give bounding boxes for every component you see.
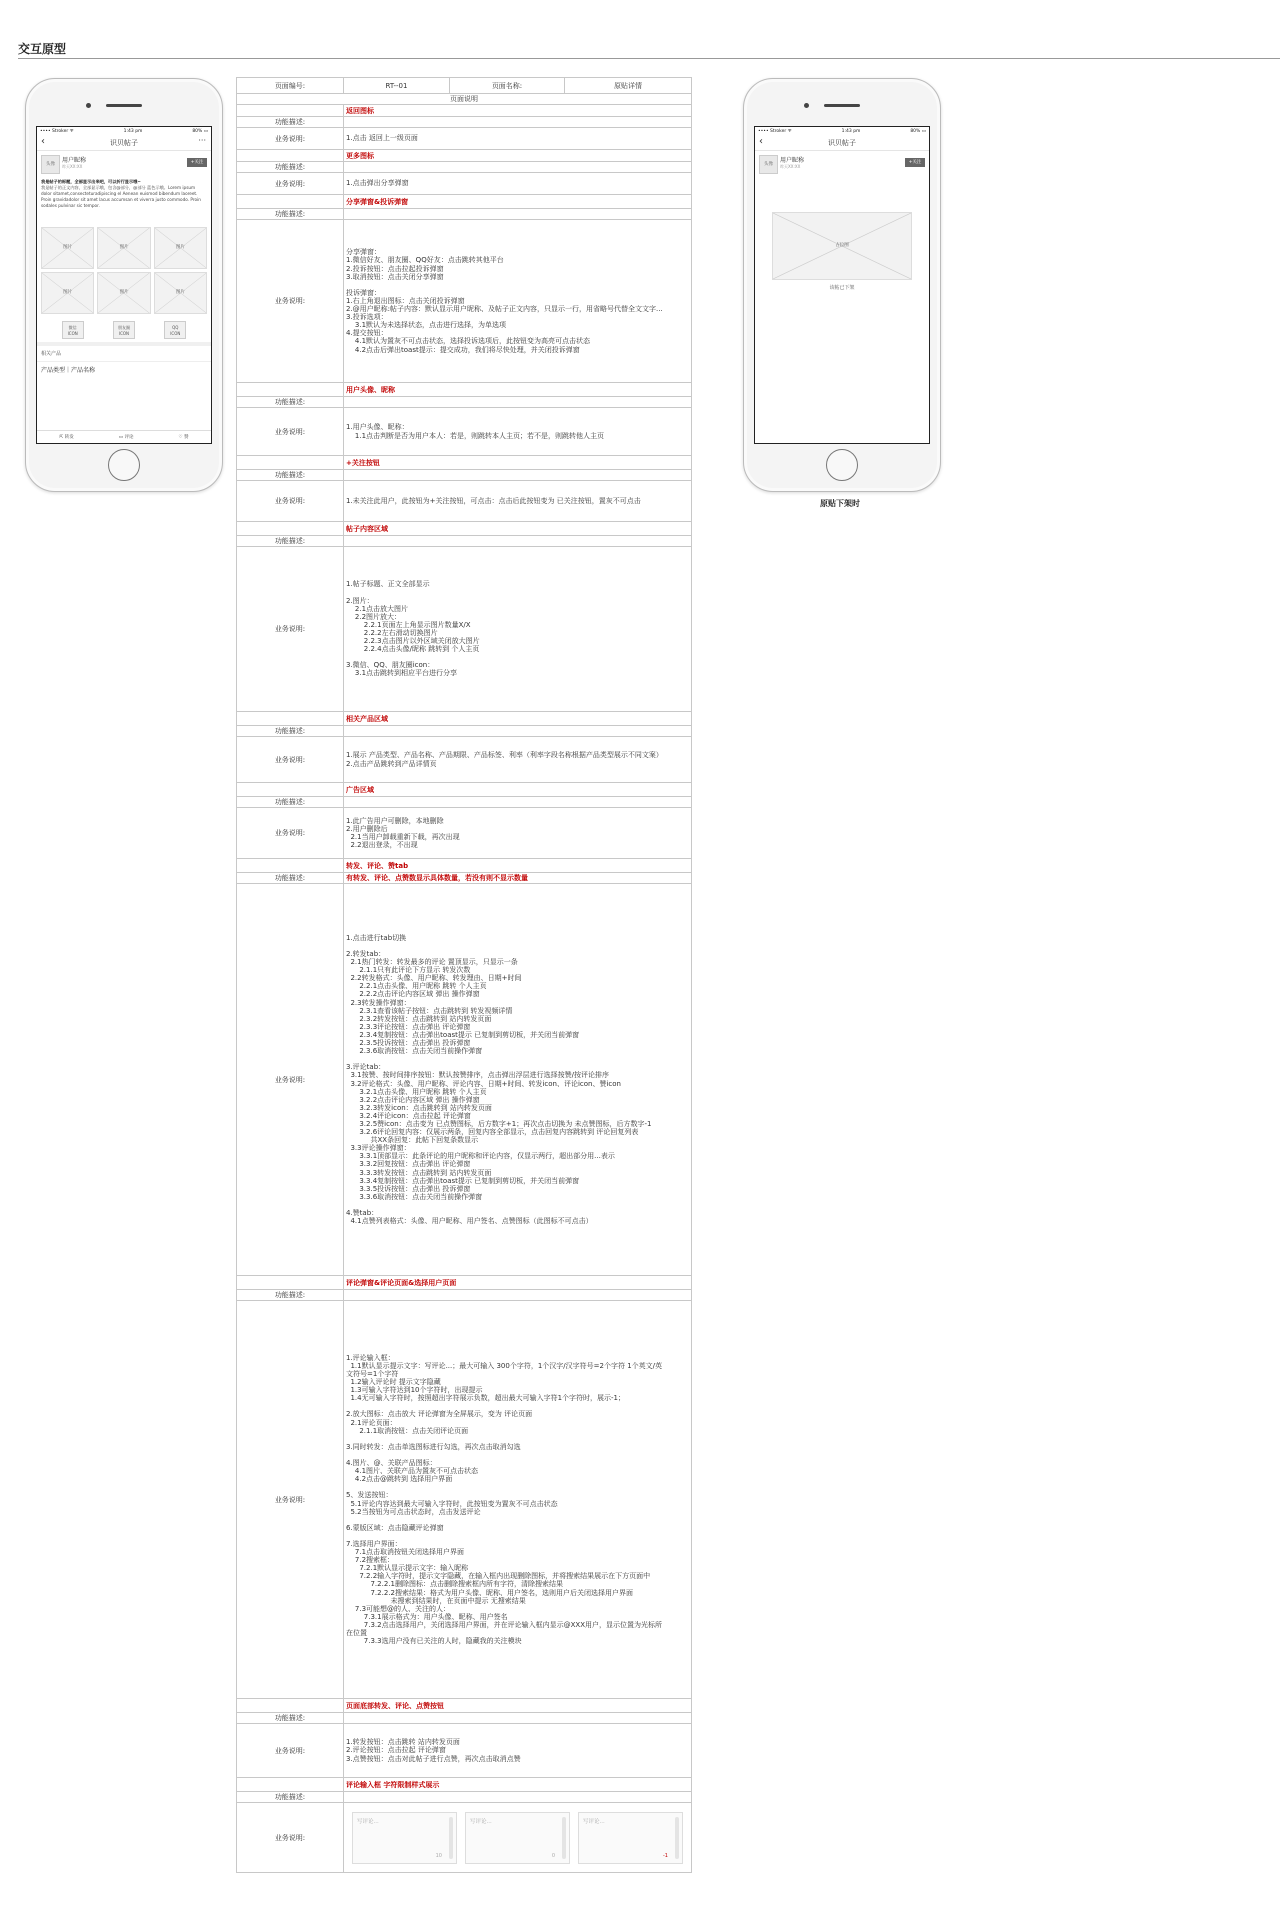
post-body: 我是帖子的正文内容，全部显示哦，包含@部分，@部分 蓝色示哦。Lorem ipsum dolor sitamet,consecteturadipiscing el Aenean euismod bibendum laoreet. Proin gravidadolor sit amet lacus accumsan et viverra justo commodo. Proin sodales pulvinar sic tempor. — [41, 185, 201, 208]
function-label: 功能描述: — [237, 1290, 344, 1301]
business-label: 业务说明: — [237, 737, 344, 783]
section-title-row — [237, 1276, 692, 1290]
forward-button[interactable]: ⇱ 转发 — [59, 435, 74, 440]
function-row — [237, 1792, 692, 1803]
section-title-row — [237, 1699, 692, 1713]
like-button[interactable]: ♡ 赞 — [178, 435, 189, 440]
function-row — [237, 117, 692, 128]
section-title: 广告区域 — [344, 783, 692, 797]
function-row — [237, 1290, 692, 1301]
function-label: 功能描述: — [237, 536, 344, 547]
section-title-row — [237, 105, 692, 117]
title-divider — [18, 58, 1280, 59]
function-desc — [344, 1792, 692, 1803]
business-label: 业务说明: — [237, 884, 344, 1276]
empty-cell — [237, 783, 344, 797]
share-icon-label: ICON — [67, 331, 78, 336]
business-label: 业务说明: — [237, 1803, 344, 1873]
business-row — [237, 1724, 692, 1778]
spec-table — [236, 77, 692, 1873]
comment-input-sample[interactable] — [465, 1812, 570, 1864]
status-battery: 80% ▭ — [910, 128, 926, 134]
bottom-action-bar — [37, 430, 211, 443]
section-title-row — [237, 456, 692, 470]
business-label: 业务说明: — [237, 481, 344, 522]
follow-button[interactable]: +关注 — [187, 158, 207, 167]
image-label: 图片 — [119, 290, 129, 295]
home-button — [826, 449, 858, 481]
business-desc: 1.此广告用户可删除，本地删除 2.用户删除后 2.1当用户卸载重新下载，再次出现 2.2退出登录，不出现 — [344, 808, 692, 859]
share-label: QQ — [172, 325, 179, 330]
business-row — [237, 808, 692, 859]
business-desc: 1.用户头像、昵称： 1.1点击判断是否为用户本人：若是，则跳转本人主页；若不是，则跳转他人主页 — [344, 408, 692, 456]
function-label: 功能描述: — [237, 726, 344, 737]
section-title: 转发、评论、赞tab — [344, 859, 692, 873]
section-title: 分享弹窗&投诉弹窗 — [344, 195, 692, 209]
post-title: 我是帖子的标题，全部显示出来吧，可以折行显示哦~ — [41, 179, 141, 184]
section-title-row — [237, 522, 692, 536]
function-label: 功能描述: — [237, 117, 344, 128]
business-desc: 1.点击 返回上一级页面 — [344, 128, 692, 150]
function-row — [237, 470, 692, 481]
function-label: 功能描述: — [237, 797, 344, 808]
business-desc: 1.评论输入框： 1.1默认显示提示文字：写评论...；最大可输入 300个字符，1个汉字/汉字符号=2个字符 1个英文/英 文符号=1个字符 1.2输入评论时 提示文字隐藏 1.3可输入字符达到10个字符时，出现提示 1.4无可输入字符时，按照超出字符展示负数，超出最大可输入字符1个字符时，展示-1； 2.放大图标：点击放大 评论弹窗为全屏展示，变为 评论页面 2.1评论页面： 2.1.1取消按钮：点击关闭评论页面 3.同时转发：点击单选图标进行勾选，再次点击取消勾选 4.图片、@、关联产品图标： 4.1图片、关联产品为置灰不可点击状态 4.2点击@跳转到 选择用户界面 5、发送按钮： 5.1评论内容达到最大可输入字符时，此按钮变为置灰不可点击状态 5.2当按钮为可点击状态时，点击发送评论 6.蒙版区域：点击隐藏评论弹窗 7.选择用户界面： 7.1点击取消按钮关闭选择用户界面 7.2搜索框： 7.2.1默认显示提示文字：输入昵称 7.2.2输入字符时，提示文字隐藏，在输入框内出现删除图标，并将搜索结果展示在下方页面中 7.2.2.1删除图标：点击删除搜索框内所有字符，清除搜索结果 7.2.2.2搜索结果：格式为用户头像、昵称、用户签名，选则用户后关闭选择用户界面 未搜索到结果时，在页面中提示 无搜索结果 7.3可能想@的人、关注的人： 7.3.1展示格式为：用户头像、昵称、用户签名 7.3.2点击选择用户，关闭选择用户界面，并在评论输入框内显示@XXX用户，显示位置为光标所 在位置 7.3.3选用户没有已关注的人时，隐藏我的关注模块 — [344, 1301, 692, 1699]
business-row — [237, 481, 692, 522]
char-count: 10 — [435, 1852, 442, 1859]
function-desc — [344, 726, 692, 737]
function-row — [237, 873, 692, 884]
function-desc — [344, 117, 692, 128]
business-row — [237, 128, 692, 150]
post-image[interactable] — [97, 227, 150, 269]
share-row — [37, 318, 211, 342]
comment-input-sample[interactable] — [352, 1812, 457, 1864]
empty-cell — [237, 1276, 344, 1290]
image-label: 图片 — [119, 245, 129, 250]
status-carrier: •••• Stroker ᯤ — [758, 129, 792, 134]
header-row — [237, 78, 692, 94]
comment-input-sample[interactable] — [578, 1812, 683, 1864]
function-label: 功能描述: — [237, 470, 344, 481]
back-icon[interactable]: ‹ — [41, 136, 45, 147]
business-row — [237, 220, 692, 383]
business-desc: 1.转发按钮：点击跳转 站内转发页面 2.评论按钮：点击拉起 评论弹窗 3.点赞按钮：点击对此帖子进行点赞，再次点击取消点赞 — [344, 1724, 692, 1778]
status-bar — [755, 127, 929, 135]
business-label: 业务说明: — [237, 1724, 344, 1778]
phone-mockup-post-detail — [25, 78, 223, 492]
phone-screen — [36, 126, 212, 444]
status-battery: 80% ▭ — [192, 128, 208, 134]
section-title-row — [237, 195, 692, 209]
business-desc: 1.未关注此用户，此按钮为+关注按钮，可点击：点击后此按钮变为 已关注按钮，置灰不可点击 — [344, 481, 692, 522]
post-image[interactable] — [41, 227, 94, 269]
desc-title-row — [237, 94, 692, 105]
section-title-row — [237, 383, 692, 397]
section-title: 更多图标 — [344, 150, 692, 162]
section-title: 返回图标 — [344, 105, 692, 117]
back-icon[interactable]: ‹ — [759, 136, 763, 147]
page-no-label: 页面编号: — [237, 78, 344, 94]
stepper-row — [346, 1808, 689, 1868]
nav-title: 识贝帖子 — [828, 139, 856, 147]
section-title-row — [237, 859, 692, 873]
scrollbar[interactable] — [449, 1817, 453, 1859]
function-label: 功能描述: — [237, 209, 344, 220]
business-label: 业务说明: — [237, 547, 344, 712]
business-label: 业务说明: — [237, 128, 344, 150]
comment-placeholder: 写评论... — [470, 1818, 492, 1825]
share-button[interactable] — [164, 321, 186, 339]
empty-cell — [237, 150, 344, 162]
post-content — [37, 179, 211, 223]
nav-bar — [37, 135, 211, 151]
section-title: 用户头像、昵称 — [344, 383, 692, 397]
empty-cell — [237, 1699, 344, 1713]
avatar[interactable]: 头像 — [759, 155, 778, 174]
section-title: 帖子内容区域 — [344, 522, 692, 536]
business-desc: 分享弹窗： 1.微信好友、朋友圈、QQ好友：点击跳转其他平台 2.投诉按钮：点击拉起投诉弹窗 3.取消按钮：点击关闭分享弹窗 投诉弹窗： 1.右上角退出图标：点击关闭投诉弹窗 2.@用户昵称:帖子内容：默认显示用户昵称、及帖子正文内容，只显示一行，用省略号代替全文文字... 3.投诉选项： 3.1默认为未选择状态，点击进行选择，为单选项 4.提交按钮： 4.1默认为置灰不可点击状态，选择投诉选项后，此按钮变为高亮可点击状态 4.2点击后弹出toast提示：提交成功，我们将尽快处理，并关闭投诉弹窗 — [344, 220, 692, 383]
char-count: 0 — [551, 1852, 555, 1859]
section-title: 评论弹窗&评论页面&选择用户页面 — [344, 1276, 692, 1290]
image-grid — [37, 223, 211, 318]
share-button[interactable] — [113, 321, 135, 339]
function-desc — [344, 470, 692, 481]
page-name-label: 页面名称: — [450, 78, 565, 94]
image-label: 图片 — [175, 245, 185, 250]
business-row — [237, 408, 692, 456]
function-row — [237, 162, 692, 173]
empty-cell — [237, 712, 344, 726]
scrollbar[interactable] — [675, 1817, 679, 1859]
function-desc — [344, 536, 692, 547]
status-time: 1:43 pm — [841, 128, 861, 134]
function-row — [237, 797, 692, 808]
business-desc: 1.点击弹出分享弹窗 — [344, 173, 692, 195]
business-desc: 1.帖子标题、正文全部显示 2.图片： 2.1点击放大图片 2.2图片放大： 2.2.1页面左上角显示图片数量X/X 2.2.2左右滑动切换图片 2.2.3点击图片以外区域关闭放大图片 2.2.4点击头像/昵称 跳转到 个人主页 3.微信、QQ、朋友圈icon： 3.1点击跳转到相应平台进行分享 — [344, 547, 692, 712]
function-row — [237, 209, 692, 220]
function-label: 功能描述: — [237, 873, 344, 884]
speaker-icon — [824, 104, 860, 107]
business-label: 业务说明: — [237, 1301, 344, 1699]
image-label: 图片 — [63, 290, 73, 295]
share-label: 朋友圈 — [117, 325, 130, 330]
function-label: 功能描述: — [237, 162, 344, 173]
business-row — [237, 547, 692, 712]
camera-icon — [804, 103, 809, 108]
user-row — [755, 151, 929, 179]
related-products-label: 相关产品 — [37, 342, 211, 361]
post-image[interactable] — [154, 227, 207, 269]
share-button[interactable] — [62, 321, 84, 339]
empty-cell — [237, 105, 344, 117]
share-label: 微信 — [68, 325, 77, 330]
nav-bar — [755, 135, 929, 151]
placeholder-label: 占位图 — [835, 243, 849, 248]
post-image[interactable] — [41, 272, 94, 314]
business-desc — [344, 1803, 692, 1873]
post-image[interactable] — [154, 272, 207, 314]
page-no: RT--01 — [344, 78, 450, 94]
phone-caption: 原贴下架时 — [820, 499, 860, 508]
business-row — [237, 173, 692, 195]
status-carrier: •••• Stroker ᯤ — [40, 129, 74, 134]
section-title: +关注按钮 — [344, 456, 692, 470]
function-label: 功能描述: — [237, 1713, 344, 1724]
function-desc — [344, 397, 692, 408]
section-title-row — [237, 150, 692, 162]
follow-button[interactable]: +关注 — [905, 158, 925, 167]
business-row — [237, 737, 692, 783]
section-title: 页面底部转发、评论、点赞按钮 — [344, 1699, 692, 1713]
status-bar — [37, 127, 211, 135]
username[interactable]: 用户昵称 — [62, 157, 87, 164]
business-label: 业务说明: — [237, 408, 344, 456]
speaker-icon — [106, 104, 142, 107]
function-label: 功能描述: — [237, 1792, 344, 1803]
user-row — [37, 151, 211, 179]
avatar[interactable]: 头像 — [41, 155, 60, 174]
function-desc — [344, 1290, 692, 1301]
username[interactable]: 用户昵称 — [780, 157, 805, 164]
business-label: 业务说明: — [237, 173, 344, 195]
comment-button[interactable]: ▭ 评论 — [118, 435, 134, 440]
nav-title: 识贝帖子 — [110, 139, 138, 147]
function-row — [237, 1713, 692, 1724]
section-title-row — [237, 783, 692, 797]
business-desc: 1.点击进行tab切换 2.转发tab： 2.1热门转发：转发最多的评论 置顶显示，只显示一条 2.1.1只有此评论下方显示 转发次数 2.2转发格式：头像、用户昵称、转发理由、日期+时间 2.2.1点击头像、用户昵称 跳转 个人主页 2.2.2点击评论内容区域 弹出 操作弹窗 2.3转发操作弹窗： 2.3.1查看该帖子按钮：点击跳转到 转发视频详情 2.3.2转发按钮：点击跳转到 站内转发页面 2.3.3评论按钮：点击弹出 评论弹窗 2.3.4复制按钮：点击弹出toast提示 已复制到剪切板，并关闭当前弹窗 2.3.5投诉按钮：点击弹出 投诉弹窗 2.3.6取消按钮：点击关闭当前操作弹窗 3.评论tab： 3.1按赞、按时间排序按钮：默认按赞排序，点击弹出浮层进行选择按赞/按评论排序 3.2评论格式：头像、用户昵称、评论内容、日期+时间、转发icon、评论icon、赞icon 3.2.1点击头像、用户昵称 跳转 个人主页 3.2.2点击评论内容区域 弹出 操作弹窗 3.2.3转发icon：点击跳转到 站内转发页面 3.2.4评论icon：点击拉起 评论弹窗 3.2.5赞icon：点击变为 已点赞图标，后方数字+1；再次点击切换为 未点赞图标，后方数字-1 3.2.6评论回复内容：仅展示两条，回复内容全部显示，点击回复内容跳转到 评论回复列表 共XX条回复：此帖下回复条数显示 3.3评论操作弹窗： 3.3.1顶部显示：此条评论的用户昵称和评论内容，仅显示两行，超出部分用...表示 3.3.2回复按钮：点击弹出 评论弹窗 3.3.3转发按钮：点击跳转到 站内转发页面 3.3.4复制按钮：点击弹出toast提示 已复制到剪切板，并关闭当前弹窗 3.3.5投诉按钮：点击弹出 投诉弹窗 3.3.6取消按钮：点击关闭当前操作弹窗 4.赞tab： 4.1点赞列表格式：头像、用户昵称、用户签名、点赞图标（此图标不可点击） — [344, 884, 692, 1276]
image-label: 图片 — [63, 245, 73, 250]
empty-cell — [237, 859, 344, 873]
section-title: 评论输入框 字符限制样式展示 — [344, 1778, 692, 1792]
share-icon-label: ICON — [170, 331, 181, 336]
section-title: 相关产品区域 — [344, 712, 692, 726]
function-desc — [344, 1713, 692, 1724]
page-name: 原贴详情 — [565, 78, 692, 94]
function-desc — [344, 162, 692, 173]
empty-cell — [237, 195, 344, 209]
empty-cell — [237, 456, 344, 470]
function-desc — [344, 209, 692, 220]
post-date: 昨天XX:XX — [780, 164, 801, 169]
comment-placeholder: 写评论... — [583, 1818, 605, 1825]
business-label: 业务说明: — [237, 808, 344, 859]
removed-placeholder-image — [772, 212, 912, 280]
post-date: 昨天XX:XX — [62, 164, 83, 169]
function-row — [237, 726, 692, 737]
business-label: 业务说明: — [237, 220, 344, 383]
business-row — [237, 1301, 692, 1699]
business-row — [237, 884, 692, 1276]
function-desc — [344, 797, 692, 808]
home-button — [108, 449, 140, 481]
empty-cell — [237, 1778, 344, 1792]
more-icon[interactable]: ··· — [198, 136, 206, 145]
status-time: 1:43 pm — [123, 128, 143, 134]
desc-title: 页面说明 — [237, 94, 692, 105]
phone-mockup-post-removed — [743, 78, 941, 492]
empty-cell — [237, 522, 344, 536]
function-desc: 有转发、评论、点赞数显示具体数量，若没有则不显示数量 — [344, 873, 692, 884]
function-label: 功能描述: — [237, 397, 344, 408]
post-image[interactable] — [97, 272, 150, 314]
function-row — [237, 397, 692, 408]
business-row — [237, 1803, 692, 1873]
camera-icon — [86, 103, 91, 108]
empty-cell — [237, 383, 344, 397]
share-icon-label: ICON — [118, 331, 130, 336]
function-row — [237, 536, 692, 547]
phone-screen — [754, 126, 930, 444]
comment-placeholder: 写评论... — [357, 1818, 379, 1825]
business-desc: 1.展示 产品类型、产品名称、产品期限、产品标签、利率（利率字段名称根据产品类型展示不同文案） 2.点击产品跳转到产品详情页 — [344, 737, 692, 783]
image-label: 图片 — [175, 290, 185, 295]
product-line[interactable]: 产品类型｜产品名称 — [37, 361, 211, 377]
page-title: 交互原型 — [18, 42, 67, 56]
char-count: -1 — [663, 1852, 668, 1859]
section-title-row — [237, 712, 692, 726]
scrollbar[interactable] — [562, 1817, 566, 1859]
section-title-row — [237, 1778, 692, 1792]
removed-text: 该帖已下架 — [829, 285, 855, 291]
